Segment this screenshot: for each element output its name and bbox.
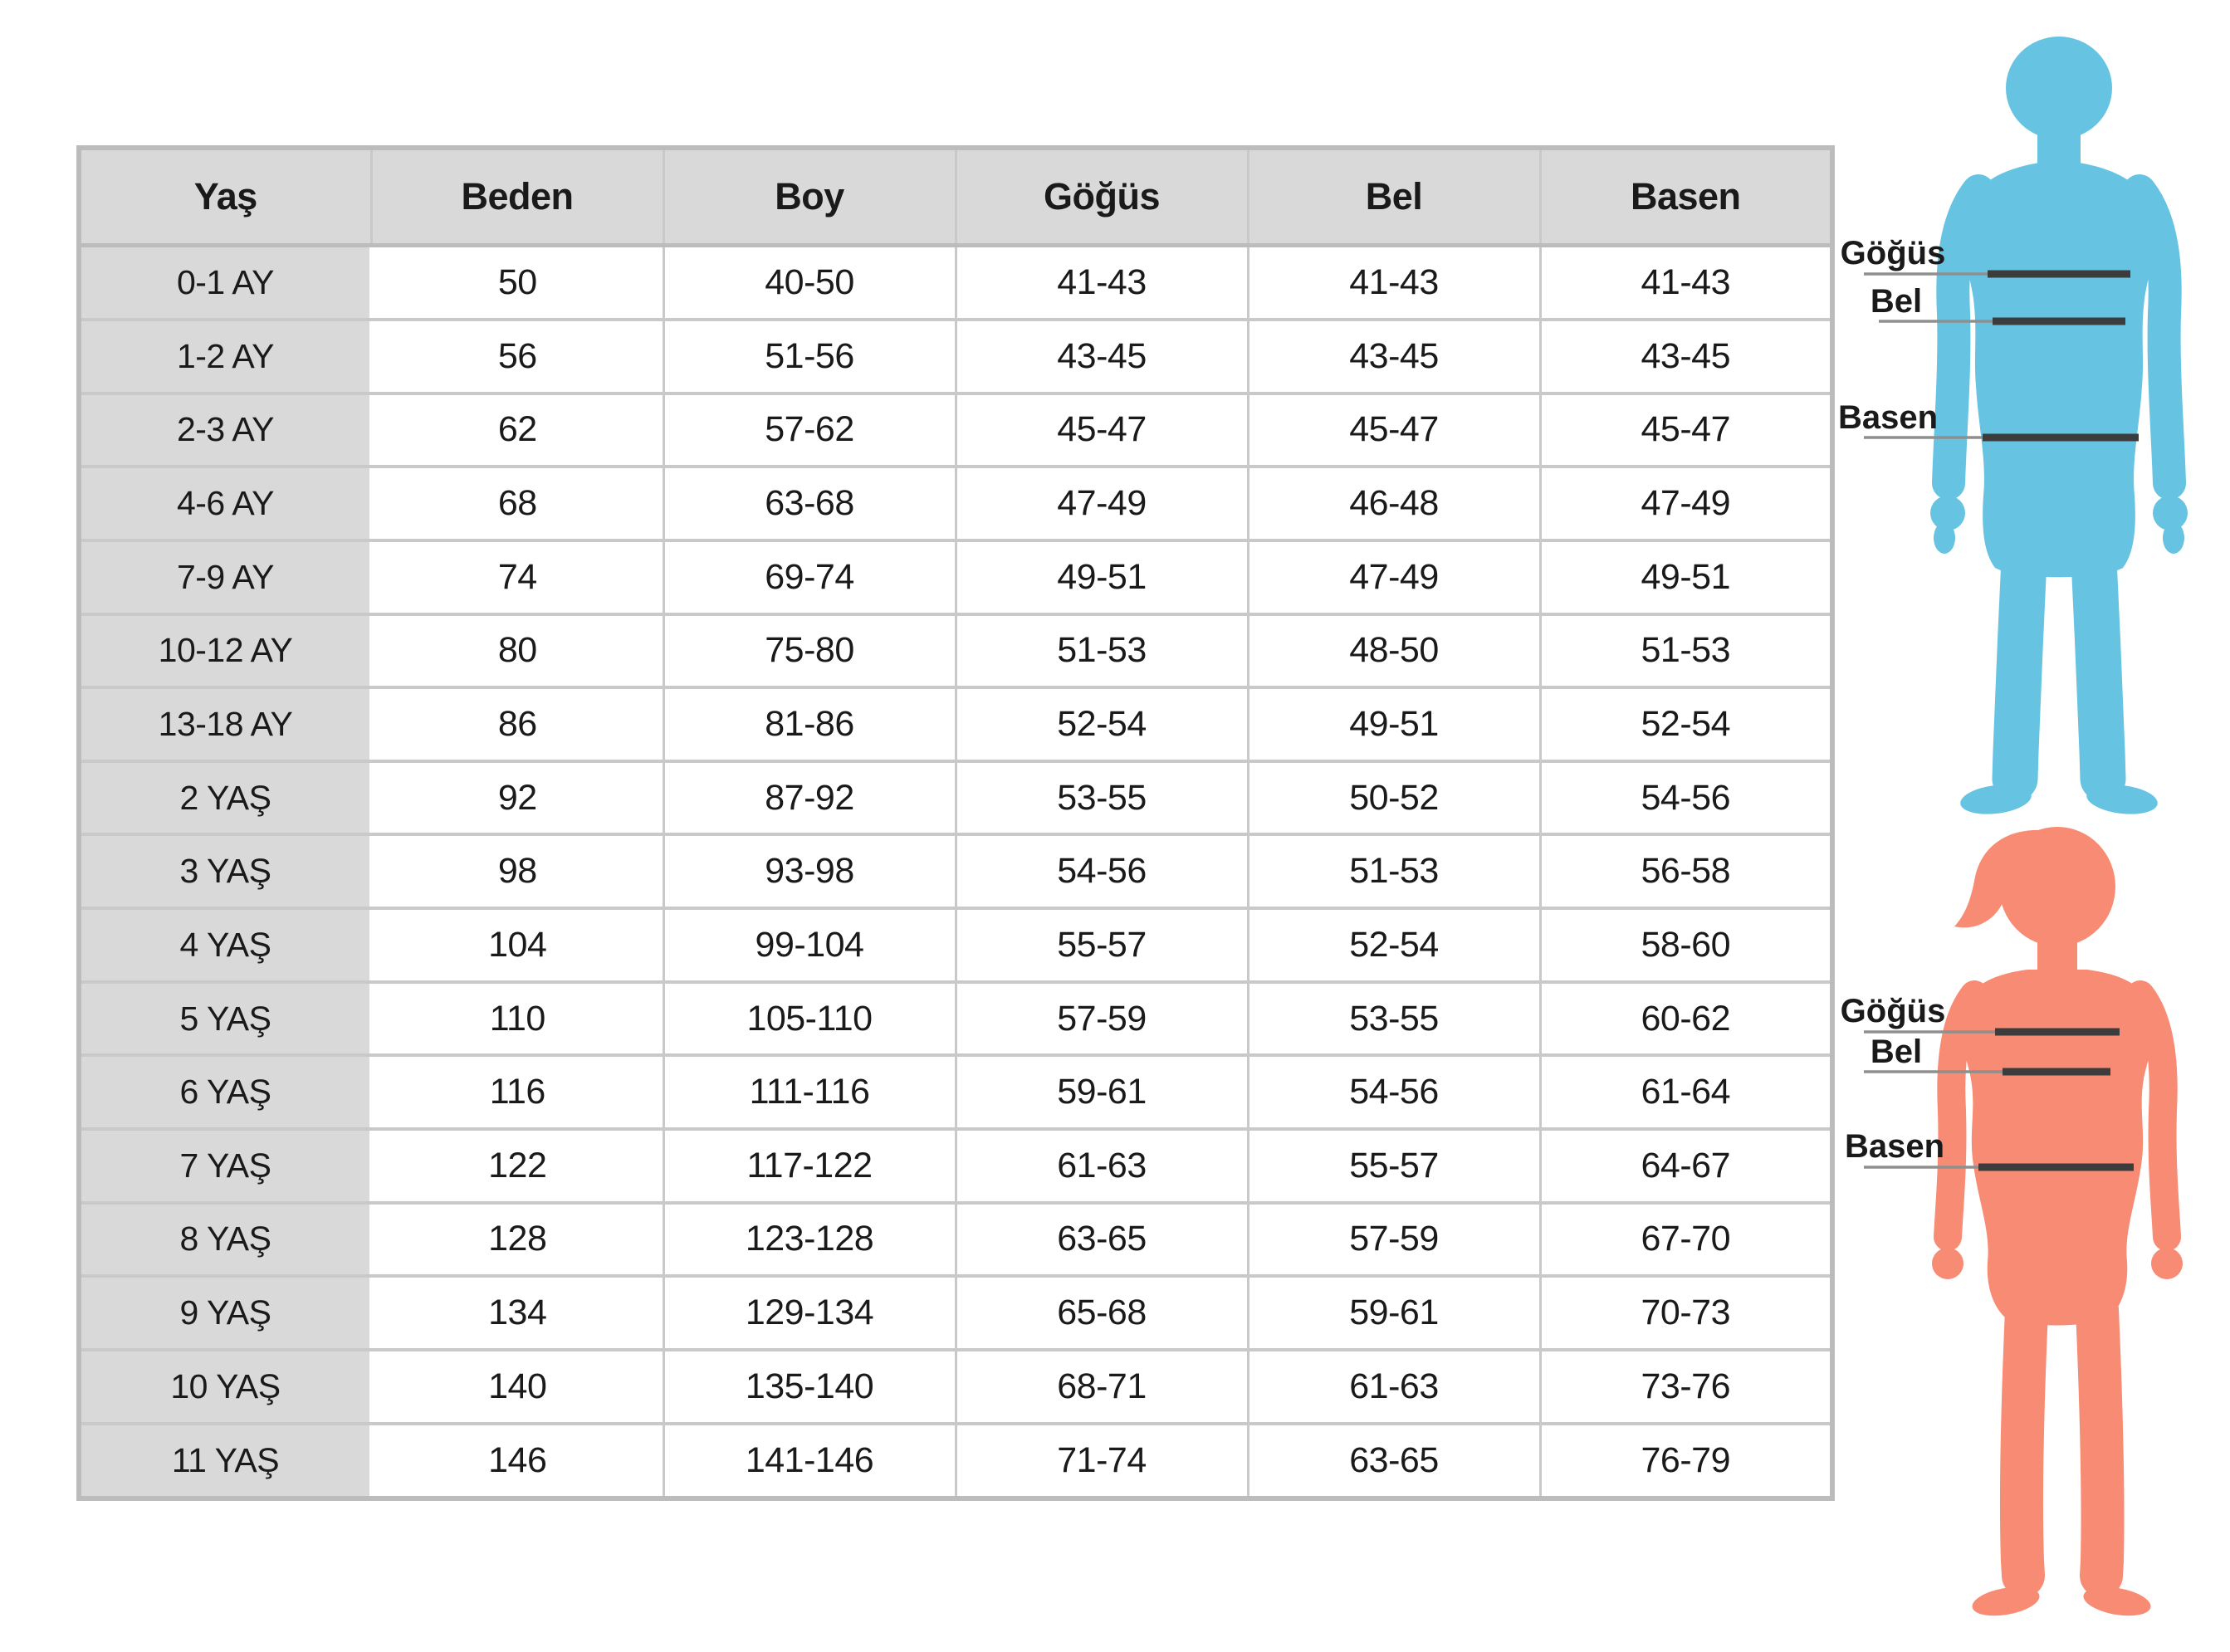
table-row (79, 614, 1832, 688)
age-cell: 2 YAŞ (79, 761, 371, 835)
table-row (79, 1350, 1832, 1424)
age-cell: 1-2 AY (79, 320, 371, 393)
girl-torso (1961, 970, 2154, 1326)
table-header-row (79, 148, 1832, 246)
boy-right-fingers (2163, 522, 2184, 554)
age-cell: 11 YAŞ (79, 1424, 371, 1498)
value-cell: 40-50 (663, 246, 956, 320)
value-cell: 80 (371, 614, 663, 688)
age-cell: 4-6 AY (79, 467, 371, 540)
value-cell: 93-98 (663, 834, 956, 908)
value-cell: 49-51 (956, 540, 1248, 614)
age-cell: 4 YAŞ (79, 908, 371, 982)
col-header-age: Yaş (79, 148, 371, 246)
value-cell: 45-47 (956, 393, 1248, 467)
value-cell: 45-47 (1540, 393, 1832, 467)
value-cell: 41-43 (956, 246, 1248, 320)
value-cell: 47-49 (1540, 467, 1832, 540)
value-cell: 71-74 (956, 1424, 1248, 1498)
value-cell: 63-65 (956, 1203, 1248, 1277)
value-cell: 48-50 (1248, 614, 1540, 688)
value-cell: 49-51 (1248, 687, 1540, 761)
value-cell: 51-53 (1248, 834, 1540, 908)
value-cell: 47-49 (956, 467, 1248, 540)
value-cell: 98 (371, 834, 663, 908)
size-table (76, 145, 1835, 1501)
value-cell: 57-59 (956, 982, 1248, 1056)
value-cell: 55-57 (956, 908, 1248, 982)
figures-panel (1785, 0, 2230, 1652)
value-cell: 52-54 (1248, 908, 1540, 982)
table-row (79, 834, 1832, 908)
value-cell: 58-60 (1540, 908, 1832, 982)
boy-left-arm (1949, 191, 1978, 483)
value-cell: 73-76 (1540, 1350, 1832, 1424)
boy-torso (1963, 163, 2155, 577)
boy-chest-label: Göğüs (1840, 235, 1946, 271)
value-cell: 81-86 (663, 687, 956, 761)
value-cell: 54-56 (956, 834, 1248, 908)
boy-left-leg (2015, 541, 2025, 779)
boy-right-arm (2140, 191, 2169, 483)
table-row (79, 1055, 1832, 1129)
value-cell: 75-80 (663, 614, 956, 688)
value-cell: 59-61 (1248, 1276, 1540, 1350)
age-cell: 13-18 AY (79, 687, 371, 761)
value-cell: 61-64 (1540, 1055, 1832, 1129)
table-row (79, 320, 1832, 393)
table-row (79, 761, 1832, 835)
value-cell: 140 (371, 1350, 663, 1424)
age-cell: 9 YAŞ (79, 1276, 371, 1350)
value-cell: 86 (371, 687, 663, 761)
value-cell: 60-62 (1540, 982, 1832, 1056)
col-header-height: Boy (663, 148, 956, 246)
value-cell: 51-53 (1540, 614, 1832, 688)
value-cell: 70-73 (1540, 1276, 1832, 1350)
value-cell: 69-74 (663, 540, 956, 614)
value-cell: 53-55 (1248, 982, 1540, 1056)
value-cell: 134 (371, 1276, 663, 1350)
value-cell: 51-56 (663, 320, 956, 393)
value-cell: 135-140 (663, 1350, 956, 1424)
value-cell: 99-104 (663, 908, 956, 982)
table-row (79, 982, 1832, 1056)
girl-hip-label: Basen (1844, 1128, 1945, 1165)
value-cell: 68 (371, 467, 663, 540)
boy-right-leg (2093, 541, 2103, 779)
value-cell: 68-71 (956, 1350, 1248, 1424)
boy-hip-label: Basen (1837, 399, 1939, 436)
value-cell: 47-49 (1248, 540, 1540, 614)
table-row (79, 908, 1832, 982)
value-cell: 61-63 (1248, 1350, 1540, 1424)
value-cell: 105-110 (663, 982, 956, 1056)
value-cell: 111-116 (663, 1055, 956, 1129)
value-cell: 51-53 (956, 614, 1248, 688)
age-cell: 7 YAŞ (79, 1129, 371, 1203)
value-cell: 56-58 (1540, 834, 1832, 908)
value-cell: 41-43 (1248, 246, 1540, 320)
age-cell: 5 YAŞ (79, 982, 371, 1056)
boy-silhouette (1930, 37, 2188, 818)
value-cell: 104 (371, 908, 663, 982)
age-cell: 6 YAŞ (79, 1055, 371, 1129)
value-cell: 76-79 (1540, 1424, 1832, 1498)
value-cell: 56 (371, 320, 663, 393)
value-cell: 129-134 (663, 1276, 956, 1350)
age-cell: 8 YAŞ (79, 1203, 371, 1277)
col-header-hip: Basen (1540, 148, 1832, 246)
girl-silhouette (1932, 827, 2183, 1620)
table-row (79, 1424, 1832, 1498)
value-cell: 92 (371, 761, 663, 835)
col-header-size: Beden (371, 148, 663, 246)
value-cell: 110 (371, 982, 663, 1056)
value-cell: 59-61 (956, 1055, 1248, 1129)
value-cell: 74 (371, 540, 663, 614)
table-row (79, 540, 1832, 614)
table-row (79, 1203, 1832, 1277)
age-cell: 10-12 AY (79, 614, 371, 688)
col-header-waist: Bel (1248, 148, 1540, 246)
girl-waist-label: Bel (1870, 1034, 1923, 1070)
age-cell: 0-1 AY (79, 246, 371, 320)
value-cell: 117-122 (663, 1129, 956, 1203)
value-cell: 146 (371, 1424, 663, 1498)
girl-right-leg (2097, 1310, 2103, 1576)
value-cell: 53-55 (956, 761, 1248, 835)
value-cell: 46-48 (1248, 467, 1540, 540)
table-row (79, 246, 1832, 320)
value-cell: 43-45 (1248, 320, 1540, 393)
value-cell: 61-63 (956, 1129, 1248, 1203)
value-cell: 128 (371, 1203, 663, 1277)
value-cell: 55-57 (1248, 1129, 1540, 1203)
value-cell: 50-52 (1248, 761, 1540, 835)
value-cell: 141-146 (663, 1424, 956, 1498)
table-row (79, 393, 1832, 467)
value-cell: 63-68 (663, 467, 956, 540)
age-cell: 2-3 AY (79, 393, 371, 467)
girl-left-leg (2022, 1310, 2027, 1576)
value-cell: 45-47 (1248, 393, 1540, 467)
value-cell: 57-62 (663, 393, 956, 467)
col-header-chest: Göğüs (956, 148, 1248, 246)
value-cell: 67-70 (1540, 1203, 1832, 1277)
table-row (79, 687, 1832, 761)
girl-left-hand (1932, 1248, 1963, 1279)
value-cell: 63-65 (1248, 1424, 1540, 1498)
value-cell: 87-92 (663, 761, 956, 835)
value-cell: 41-43 (1540, 246, 1832, 320)
value-cell: 123-128 (663, 1203, 956, 1277)
value-cell: 64-67 (1540, 1129, 1832, 1203)
age-cell: 7-9 AY (79, 540, 371, 614)
boy-waist-label: Bel (1870, 283, 1923, 320)
table-row (79, 1276, 1832, 1350)
value-cell: 49-51 (1540, 540, 1832, 614)
value-cell: 62 (371, 393, 663, 467)
size-table-body (79, 246, 1832, 1499)
boy-left-fingers (1934, 522, 1955, 554)
value-cell: 57-59 (1248, 1203, 1540, 1277)
value-cell: 54-56 (1248, 1055, 1540, 1129)
table-row (79, 467, 1832, 540)
size-table-head (79, 148, 1832, 246)
table-row (79, 1129, 1832, 1203)
value-cell: 65-68 (956, 1276, 1248, 1350)
value-cell: 54-56 (1540, 761, 1832, 835)
value-cell: 43-45 (956, 320, 1248, 393)
age-cell: 3 YAŞ (79, 834, 371, 908)
girl-right-hand (2151, 1248, 2183, 1279)
value-cell: 43-45 (1540, 320, 1832, 393)
age-cell: 10 YAŞ (79, 1350, 371, 1424)
value-cell: 50 (371, 246, 663, 320)
value-cell: 52-54 (1540, 687, 1832, 761)
value-cell: 122 (371, 1129, 663, 1203)
girl-right-arm (2140, 995, 2167, 1237)
value-cell: 116 (371, 1055, 663, 1129)
value-cell: 52-54 (956, 687, 1248, 761)
girl-chest-label: Göğüs (1840, 993, 1946, 1029)
